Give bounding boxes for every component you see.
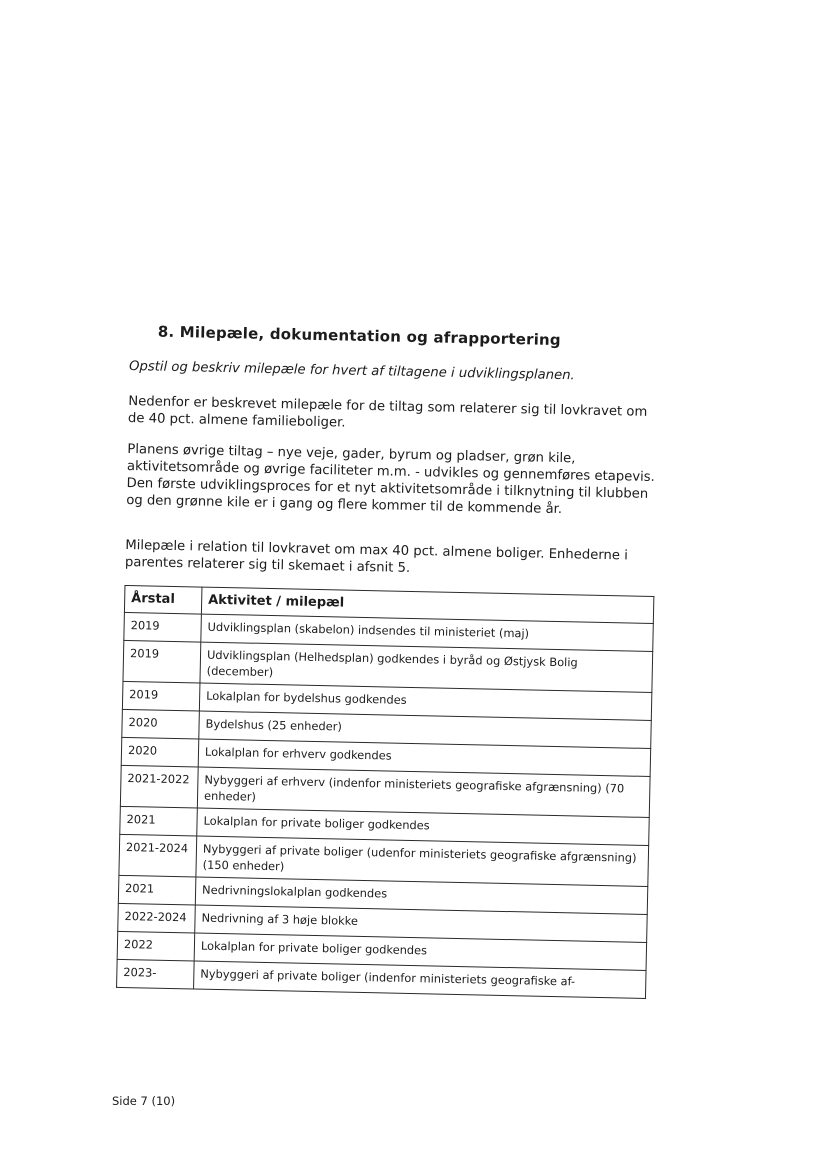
cell-activity: Nybyggeri af erhverv (indenfor ministeriets geografiske afgrænsning) (70 enheder) (197, 767, 650, 817)
cell-activity: Lokalplan for private boliger godkendes (194, 933, 646, 970)
cell-year: 2022-2024 (118, 904, 196, 934)
cell-year: 2021-2022 (120, 766, 198, 809)
cell-year: 2020 (121, 738, 199, 768)
page-content (116, 322, 660, 999)
cell-year: 2019 (123, 641, 201, 684)
cell-activity: Nybyggeri af private boliger (udenfor ministeriets geografiske afgrænsning) (150 enheder) (196, 836, 649, 886)
cell-year: 2021 (118, 876, 196, 906)
cell-year: 2022 (117, 932, 195, 962)
cell-activity: Udviklingsplan (skabelon) indsendes til ministeriet (maj) (201, 614, 653, 651)
section-title: 8. Milepæle, dokumentation og afrapportering (157, 322, 562, 350)
paragraph-other-measures: Planens øvrige tiltag – nye veje, gader, byrum og pladser, grøn kile, aktivitetsområde og øvrige faciliteter m.m. - udvikles og gennemføres etapevis. Den første udviklingsproces for et nyt aktivitetsområde i tilknytning til klubben og den grønne kile er i gang og flere kommer til de kommende år. (126, 442, 655, 518)
cell-year: 2023- (117, 960, 195, 990)
cell-year: 2019 (122, 682, 200, 712)
cell-year: 2021 (120, 807, 198, 837)
cell-activity: Udviklingsplan (Helhedsplan) godkendes i byråd og Østjysk Bolig (december) (200, 642, 653, 692)
cell-activity: Lokalplan for erhverv godkendes (198, 739, 650, 776)
paragraph-intro: Nedenfor er beskrevet milepæle for de tiltag som relaterer sig til lovkravet om de 40 pct. almene familieboliger. (127, 394, 648, 431)
cell-year: 2020 (122, 710, 200, 740)
milestones-table (116, 585, 654, 999)
cell-year: 2021-2024 (119, 835, 197, 878)
header-year: Årstal (124, 586, 202, 615)
cell-activity: Nybyggeri af private boliger (indenfor ministeriets geografiske af- (194, 961, 646, 998)
paragraph-milestones-intro: Milepæle i relation til lovkravet om max 40 pct. almene boliger. Enhederne i parentes relaterer sig til skemaet i afsnit 5. (124, 538, 628, 577)
instruction-text: Opstil og beskriv milepæle for hvert af tiltagene i udviklingsplanen. (128, 358, 575, 384)
cell-year: 2019 (124, 613, 202, 643)
cell-activity: Bydelshus (25 enheder) (199, 711, 651, 748)
cell-activity: Nedrivning af 3 høje blokke (195, 905, 647, 942)
page-number: Side 7 (10) (112, 1094, 176, 1108)
cell-activity: Lokalplan for bydelshus godkendes (199, 683, 651, 720)
cell-activity: Lokalplan for private boliger godkendes (197, 808, 649, 845)
header-activity: Aktivitet / milepæl (201, 587, 653, 623)
cell-activity: Nedrivningslokalplan godkendes (195, 877, 647, 914)
